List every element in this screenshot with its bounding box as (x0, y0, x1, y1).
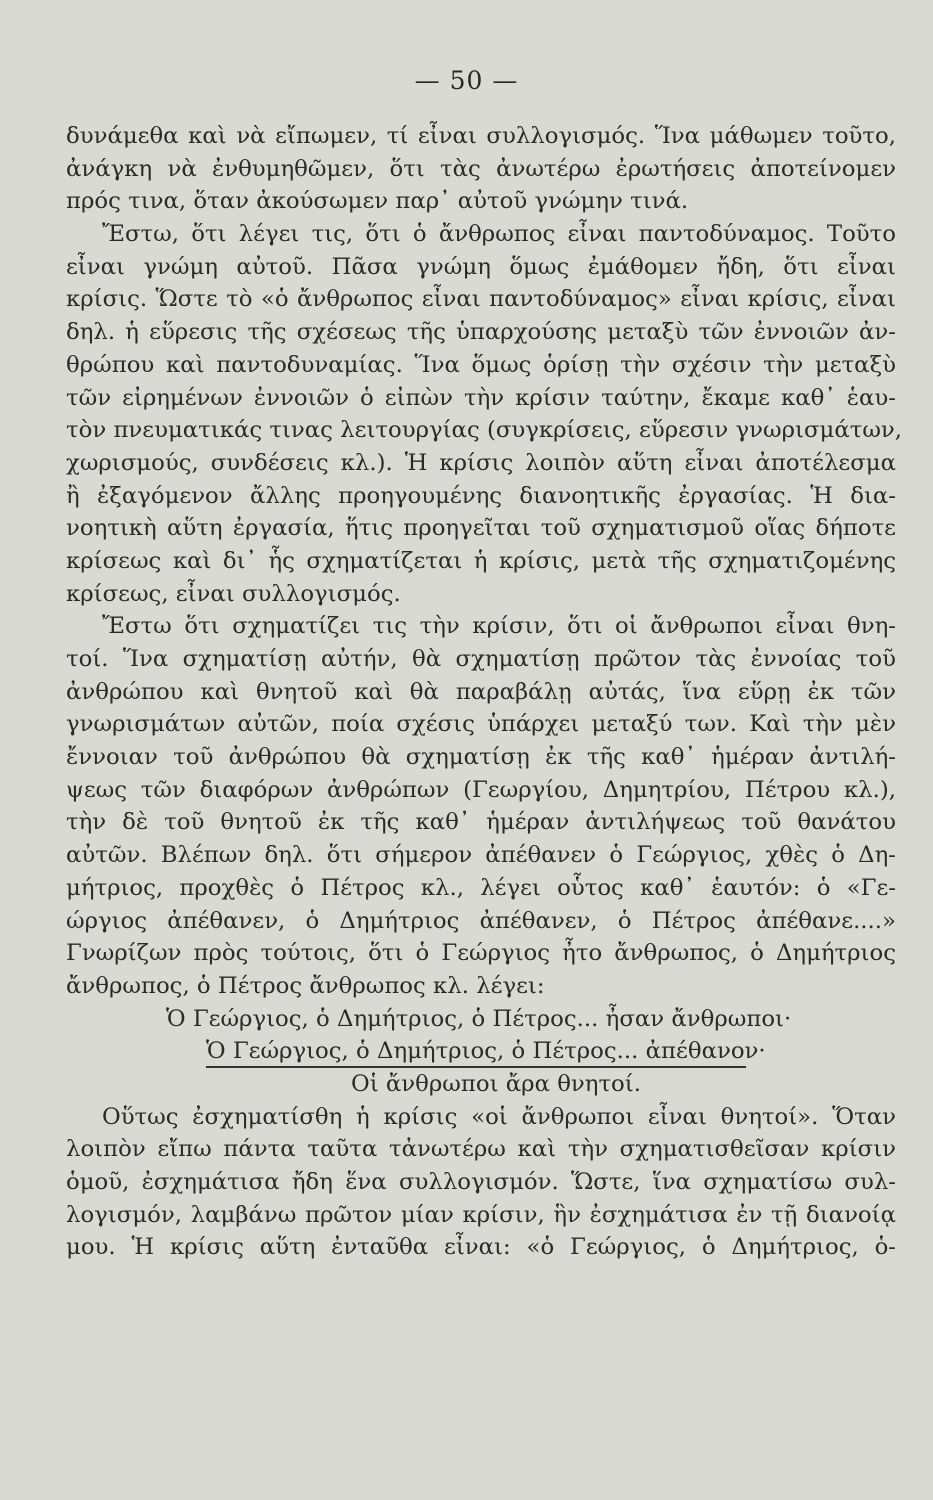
body-text (66, 120, 903, 1264)
text-line: ἀνθρώπου καὶ θνητοῦ καὶ θὰ παραβάλῃ αὐτάς, ἵνα εὕρῃ ἐκ τῶν (66, 678, 896, 705)
text-line: μήτριος, προχθὲς ὁ Πέτρος κλ., λέγει οὗτος καθ᾽ ἑαυτόν: ὁ «Γε- (66, 874, 896, 901)
text-line: θρώπου καὶ παντοδυναμίας. Ἵνα ὅμως ὁρίσῃ τὴν σχέσιν τὴν μεταξὺ (66, 351, 896, 378)
syllogism-premise-2-wrap (66, 1035, 896, 1068)
text-line: Ἔστω, ὅτι λέγει τις, ὅτι ὁ ἄνθρωπος εἶναι παντοδύναμος. Τοῦτο (102, 221, 896, 248)
text-line: τὴν δὲ τοῦ θνητοῦ ἐκ τῆς καθ᾽ ἡμέραν ἀντιλήψεως τοῦ θανάτου (66, 809, 896, 836)
text-line: μου. Ἡ κρίσις αὕτη ἐνταῦθα εἶναι: «ὁ Γεώργιος, ὁ Δημήτριος, ὁ- (66, 1234, 896, 1261)
text-line: εἶναι γνώμη αὐτοῦ. Πᾶσα γνώμη ὅμως ἐμάθομεν ἤδη, ὅτι εἶναι (66, 253, 896, 280)
syllogism-premise-2: Ὁ Γεώργιος, ὁ Δημήτριος, ὁ Πέτρος... ἀπέθανον· (206, 1035, 746, 1068)
text-line: δηλ. ἡ εὕρεσις τῆς σχέσεως τῆς ὑπαρχούσης μεταξὺ τῶν ἐννοιῶν ἀν- (66, 319, 896, 346)
text-line: κρίσεως καὶ δι᾽ ἧς σχηματίζεται ἡ κρίσις, μετὰ τῆς σχηματιζομένης (66, 547, 896, 574)
text-line: λογισμόν, λαμβάνω πρῶτον μίαν κρίσιν, ἣν ἐσχημάτισα ἐν τῇ διανοίᾳ (66, 1201, 896, 1228)
text-line: πρός τινα, ὅταν ἀκούσωμεν παρ᾽ αὐτοῦ γνώμην τινά. (66, 188, 689, 215)
syllogism-premise-1: Ὁ Γεώργιος, ὁ Δημήτριος, ὁ Πέτρος... ἦσαν ἄνθρωποι· (166, 1005, 792, 1032)
text-line: ἢ ἐξαγόμενον ἄλλης προηγουμένης διανοητικῆς ἐργασίας. Ἡ δια- (66, 482, 896, 509)
text-line: τοί. Ἵνα σχηματίσῃ αὐτήν, θὰ σχηματίσῃ πρῶτον τὰς ἐννοίας τοῦ (66, 646, 896, 672)
text-line: ὁμοῦ, ἐσχημάτισα ἤδη ἕνα συλλογισμόν. Ὥστε, ἵνα σχηματίσω συλ- (66, 1169, 896, 1195)
text-line: γνωρισμάτων αὐτῶν, ποία σχέσις ὑπάρχει μεταξύ των. Καὶ τὴν μὲν (66, 711, 896, 738)
page-number: — 50 — (414, 66, 519, 95)
text-line: ἀνάγκη νὰ ἐνθυμηθῶμεν, ὅτι τὰς ἀνωτέρω ἐρωτήσεις ἀποτείνομεν (66, 155, 896, 182)
text-line: τὸν πνευματικάς τινας λειτουργίας (συγκρίσεις, εὕρεσιν γνωρισμάτων, (66, 417, 903, 444)
text-line: τῶν εἰρημένων ἐννοιῶν ὁ εἰπὼν τὴν κρίσιν ταύτην, ἔκαμε καθ᾽ ἑαυ- (66, 384, 896, 411)
text-line: ἔννοιαν τοῦ ἀνθρώπου θὰ σχηματίσῃ ἐκ τῆς καθ᾽ ἡμέραν ἀντιλή- (66, 744, 896, 771)
text-line: ἄνθρωπος, ὁ Πέτρος ἄνθρωπος κλ. λέγει: (66, 972, 545, 999)
text-line: χωρισμούς, συνδέσεις κλ.). Ἡ κρίσις λοιπὸν αὕτη εἶναι ἀποτέλεσμα (66, 449, 896, 476)
text-line: ώργιος ἀπέθανεν, ὁ Δημήτριος ἀπέθανεν, ὁ Πέτρος ἀπέθανε....» (66, 907, 896, 934)
text-line: κρίσεως, εἶναι συλλογισμός. (66, 580, 401, 607)
text-line: αὐτῶν. Βλέπων δηλ. ὅτι σήμερον ἀπέθανεν ὁ Γεώργιος, χθὲς ὁ Δη- (66, 842, 896, 869)
text-line: Ἔστω ὅτι σχηματίζει τις τὴν κρίσιν, ὅτι οἱ ἄνθρωποι εἶναι θνη- (102, 613, 896, 640)
text-line: νοητικὴ αὕτη ἐργασία, ἥτις προηγεῖται τοῦ σχηματισμοῦ οἵας δήποτε (66, 515, 896, 542)
text-line: Γνωρίζων πρὸς τούτοις, ὅτι ὁ Γεώργιος ἦτο ἄνθρωπος, ὁ Δημήτριος (66, 940, 896, 967)
text-line: κρίσις. Ὥστε τὸ «ὁ ἄνθρωπος εἶναι παντοδύναμος» εἶναι κρίσις, εἶναι (66, 286, 896, 313)
syllogism-conclusion: Οἱ ἄνθρωποι ἄρα θνητοί. (351, 1070, 641, 1097)
text-line: Οὕτως ἐσχηματίσθη ἡ κρίσις «οἱ ἄνθρωποι εἶναι θνητοί». Ὅταν (102, 1103, 896, 1130)
text-line: λοιπὸν εἴπω πάντα ταῦτα τἀνωτέρω καὶ τὴν σχηματισθεῖσαν κρίσιν (66, 1136, 896, 1163)
text-line: δυνάμεθα καὶ νὰ εἴπωμεν, τί εἶναι συλλογισμός. Ἵνα μάθωμεν τοῦτο, (66, 123, 896, 149)
text-line: ψεως τῶν διαφόρων ἀνθρώπων (Γεωργίου, Δημητρίου, Πέτρου κλ.), (66, 776, 896, 803)
